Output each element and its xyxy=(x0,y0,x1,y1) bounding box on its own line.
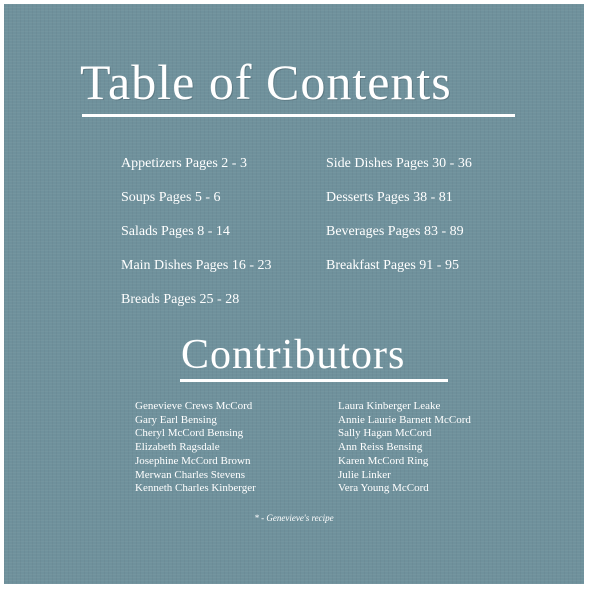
contributor-name: Cheryl McCord Bensing xyxy=(135,427,244,440)
contributor-name: Genevieve Crews McCord xyxy=(135,400,253,412)
toc-item: Beverages Pages 83 - 89 xyxy=(326,224,464,239)
contributors-heading: Contributors xyxy=(181,332,406,378)
title-underline xyxy=(82,114,515,117)
cookbook-page xyxy=(4,4,584,584)
contributor-name: Annie Laurie Barnett McCord xyxy=(338,413,471,426)
contributor-name: Merwan Charles Stevens xyxy=(135,468,245,481)
footnote: * - Genevieve's recipe xyxy=(254,513,334,523)
toc-item: Side Dishes Pages 30 - 36 xyxy=(326,156,472,171)
contributor-name: Elizabeth Ragsdale xyxy=(135,441,220,454)
contributors-column-right xyxy=(338,400,471,496)
contributor-name: Sally Hagan McCord xyxy=(338,427,432,440)
contributor-name: Josephine McCord Brown xyxy=(135,454,251,467)
contributor-name: Kenneth Charles Kinberger xyxy=(135,482,256,495)
contributor-name: Julie Linker xyxy=(338,468,391,481)
contributors-column-left xyxy=(135,400,256,496)
toc-column-left xyxy=(121,147,272,317)
toc-item: Main Dishes Pages 16 - 23 xyxy=(121,258,272,273)
contributor-name: Laura Kinberger Leake xyxy=(338,400,441,412)
toc-column-right xyxy=(326,147,472,283)
toc-item: Breads Pages 25 - 28 xyxy=(121,292,240,307)
toc-item: Soups Pages 5 - 6 xyxy=(121,190,221,205)
contributor-name: Gary Earl Bensing xyxy=(135,413,217,426)
toc-item: Breakfast Pages 91 - 95 xyxy=(326,258,459,273)
contributor-name: Karen McCord Ring xyxy=(338,454,429,467)
toc-item: Appetizers Pages 2 - 3 xyxy=(121,156,247,171)
page-title: Table of Contents xyxy=(80,54,452,110)
contributor-name: Vera Young McCord xyxy=(338,482,429,495)
contributor-name: Ann Reiss Bensing xyxy=(338,441,423,454)
toc-item: Salads Pages 8 - 14 xyxy=(121,224,230,239)
toc-item: Desserts Pages 38 - 81 xyxy=(326,190,453,205)
contributors-underline xyxy=(180,379,448,382)
